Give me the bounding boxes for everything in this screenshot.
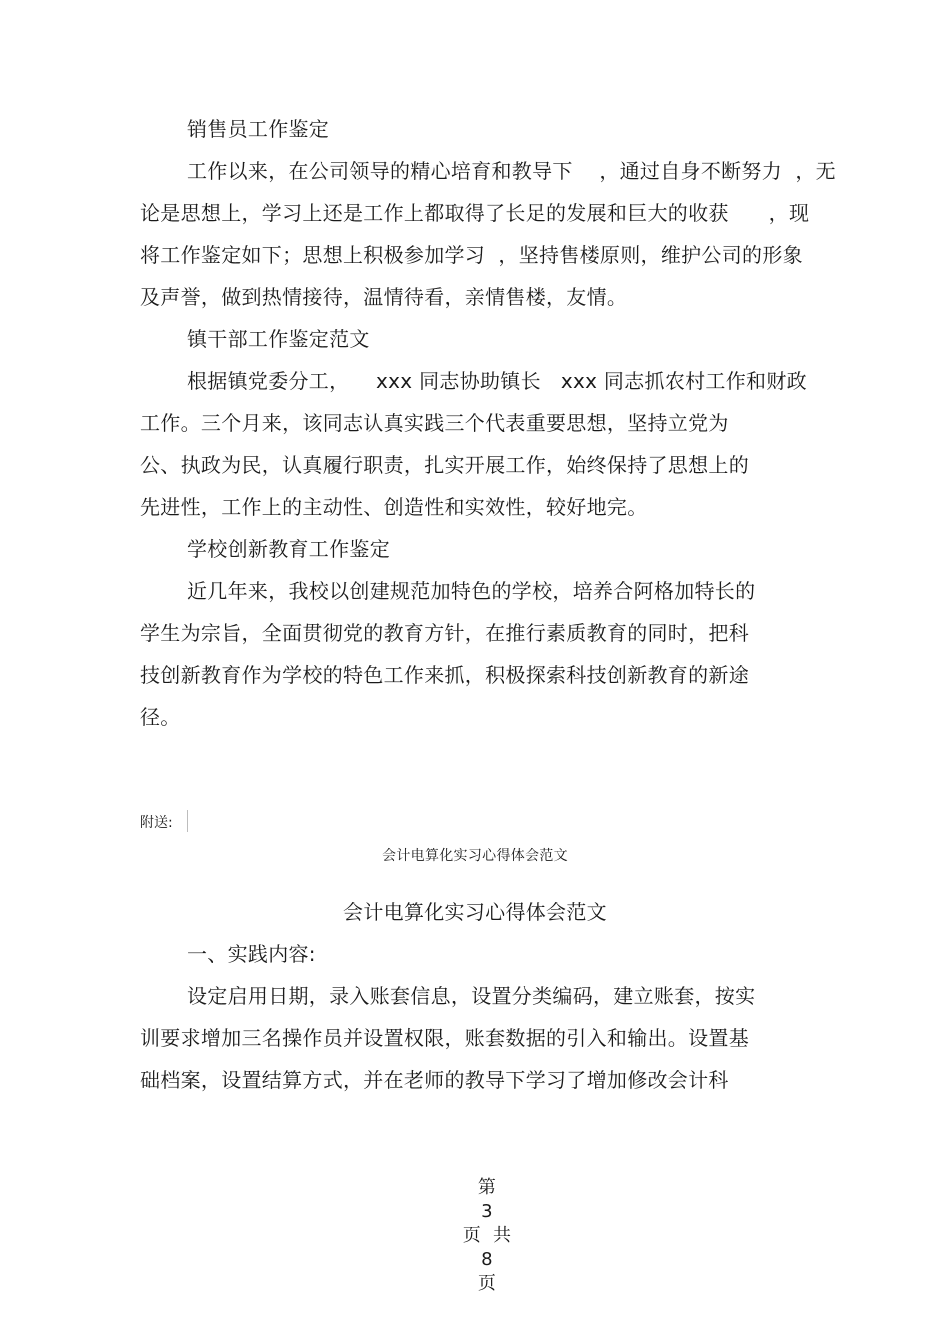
paragraph-line: 将工作鉴定如下；思想上积极参加学习 ，坚持售楼原则，维护公司的形象	[140, 243, 803, 267]
attachment-section-heading: 一、实践内容:	[187, 942, 316, 966]
paragraph-line: 先进性，工作上的主动性、创造性和实效性，较好地完。	[140, 495, 648, 519]
paragraph-line: 训要求增加三名操作员并设置权限，账套数据的引入和输出。设置基	[140, 1026, 749, 1050]
paragraph-line: 根据镇党委分工， xxx 同志协助镇长 xxx 同志抓农村工作和财政	[187, 369, 807, 393]
paragraph-line: 论是思想上，学习上还是工作上都取得了长足的发展和巨大的收获 ，现	[140, 201, 810, 225]
paragraph-line: 技创新教育作为学校的特色工作来抓，积极探索科技创新教育的新途	[140, 663, 749, 687]
paragraph-line: 设定启用日期，录入账套信息，设置分类编码，建立账套，按实	[187, 984, 756, 1008]
paragraph-line: 工作。三个月来，该同志认真实践三个代表重要思想，坚持立党为	[140, 411, 729, 435]
footer-suffix: 页	[477, 1273, 497, 1294]
section-heading-school: 学校创新教育工作鉴定	[187, 537, 390, 561]
footer-mid: 页 共	[462, 1225, 512, 1246]
footer-page-number: 3	[481, 1201, 493, 1222]
footer-prefix: 第	[477, 1177, 497, 1198]
paragraph-line: 公、执政为民，认真履行职责，扎实开展工作，始终保持了思想上的	[140, 453, 749, 477]
attachment-title: 会计电算化实习心得体会范文	[343, 900, 607, 924]
section-heading-sales: 销售员工作鉴定	[187, 117, 330, 141]
attachment-subtitle: 会计电算化实习心得体会范文	[382, 848, 568, 864]
attachment-label: 附送:	[140, 815, 173, 831]
paragraph-line: 近几年来，我校以创建规范加特色的学校，培养合阿格加特长的	[187, 579, 756, 603]
paragraph-line: 径。	[140, 705, 181, 729]
paragraph-line: 学生为宗旨，全面贯彻党的教育方针，在推行素质教育的同时，把科	[140, 621, 749, 645]
paragraph-line: 及声誉，做到热情接待，温情待看，亲情售楼，友情。	[140, 285, 628, 309]
paragraph-line: 础档案，设置结算方式，并在老师的教导下学习了增加修改会计科	[140, 1068, 729, 1092]
attachment-divider	[187, 810, 188, 832]
page-footer	[0, 1152, 950, 1320]
paragraph-line: 工作以来，在公司领导的精心培育和教导下 ，通过自身不断努力 ，无	[187, 159, 836, 183]
section-heading-town-cadre: 镇干部工作鉴定范文	[187, 327, 370, 351]
footer-total-pages: 8	[481, 1249, 493, 1270]
